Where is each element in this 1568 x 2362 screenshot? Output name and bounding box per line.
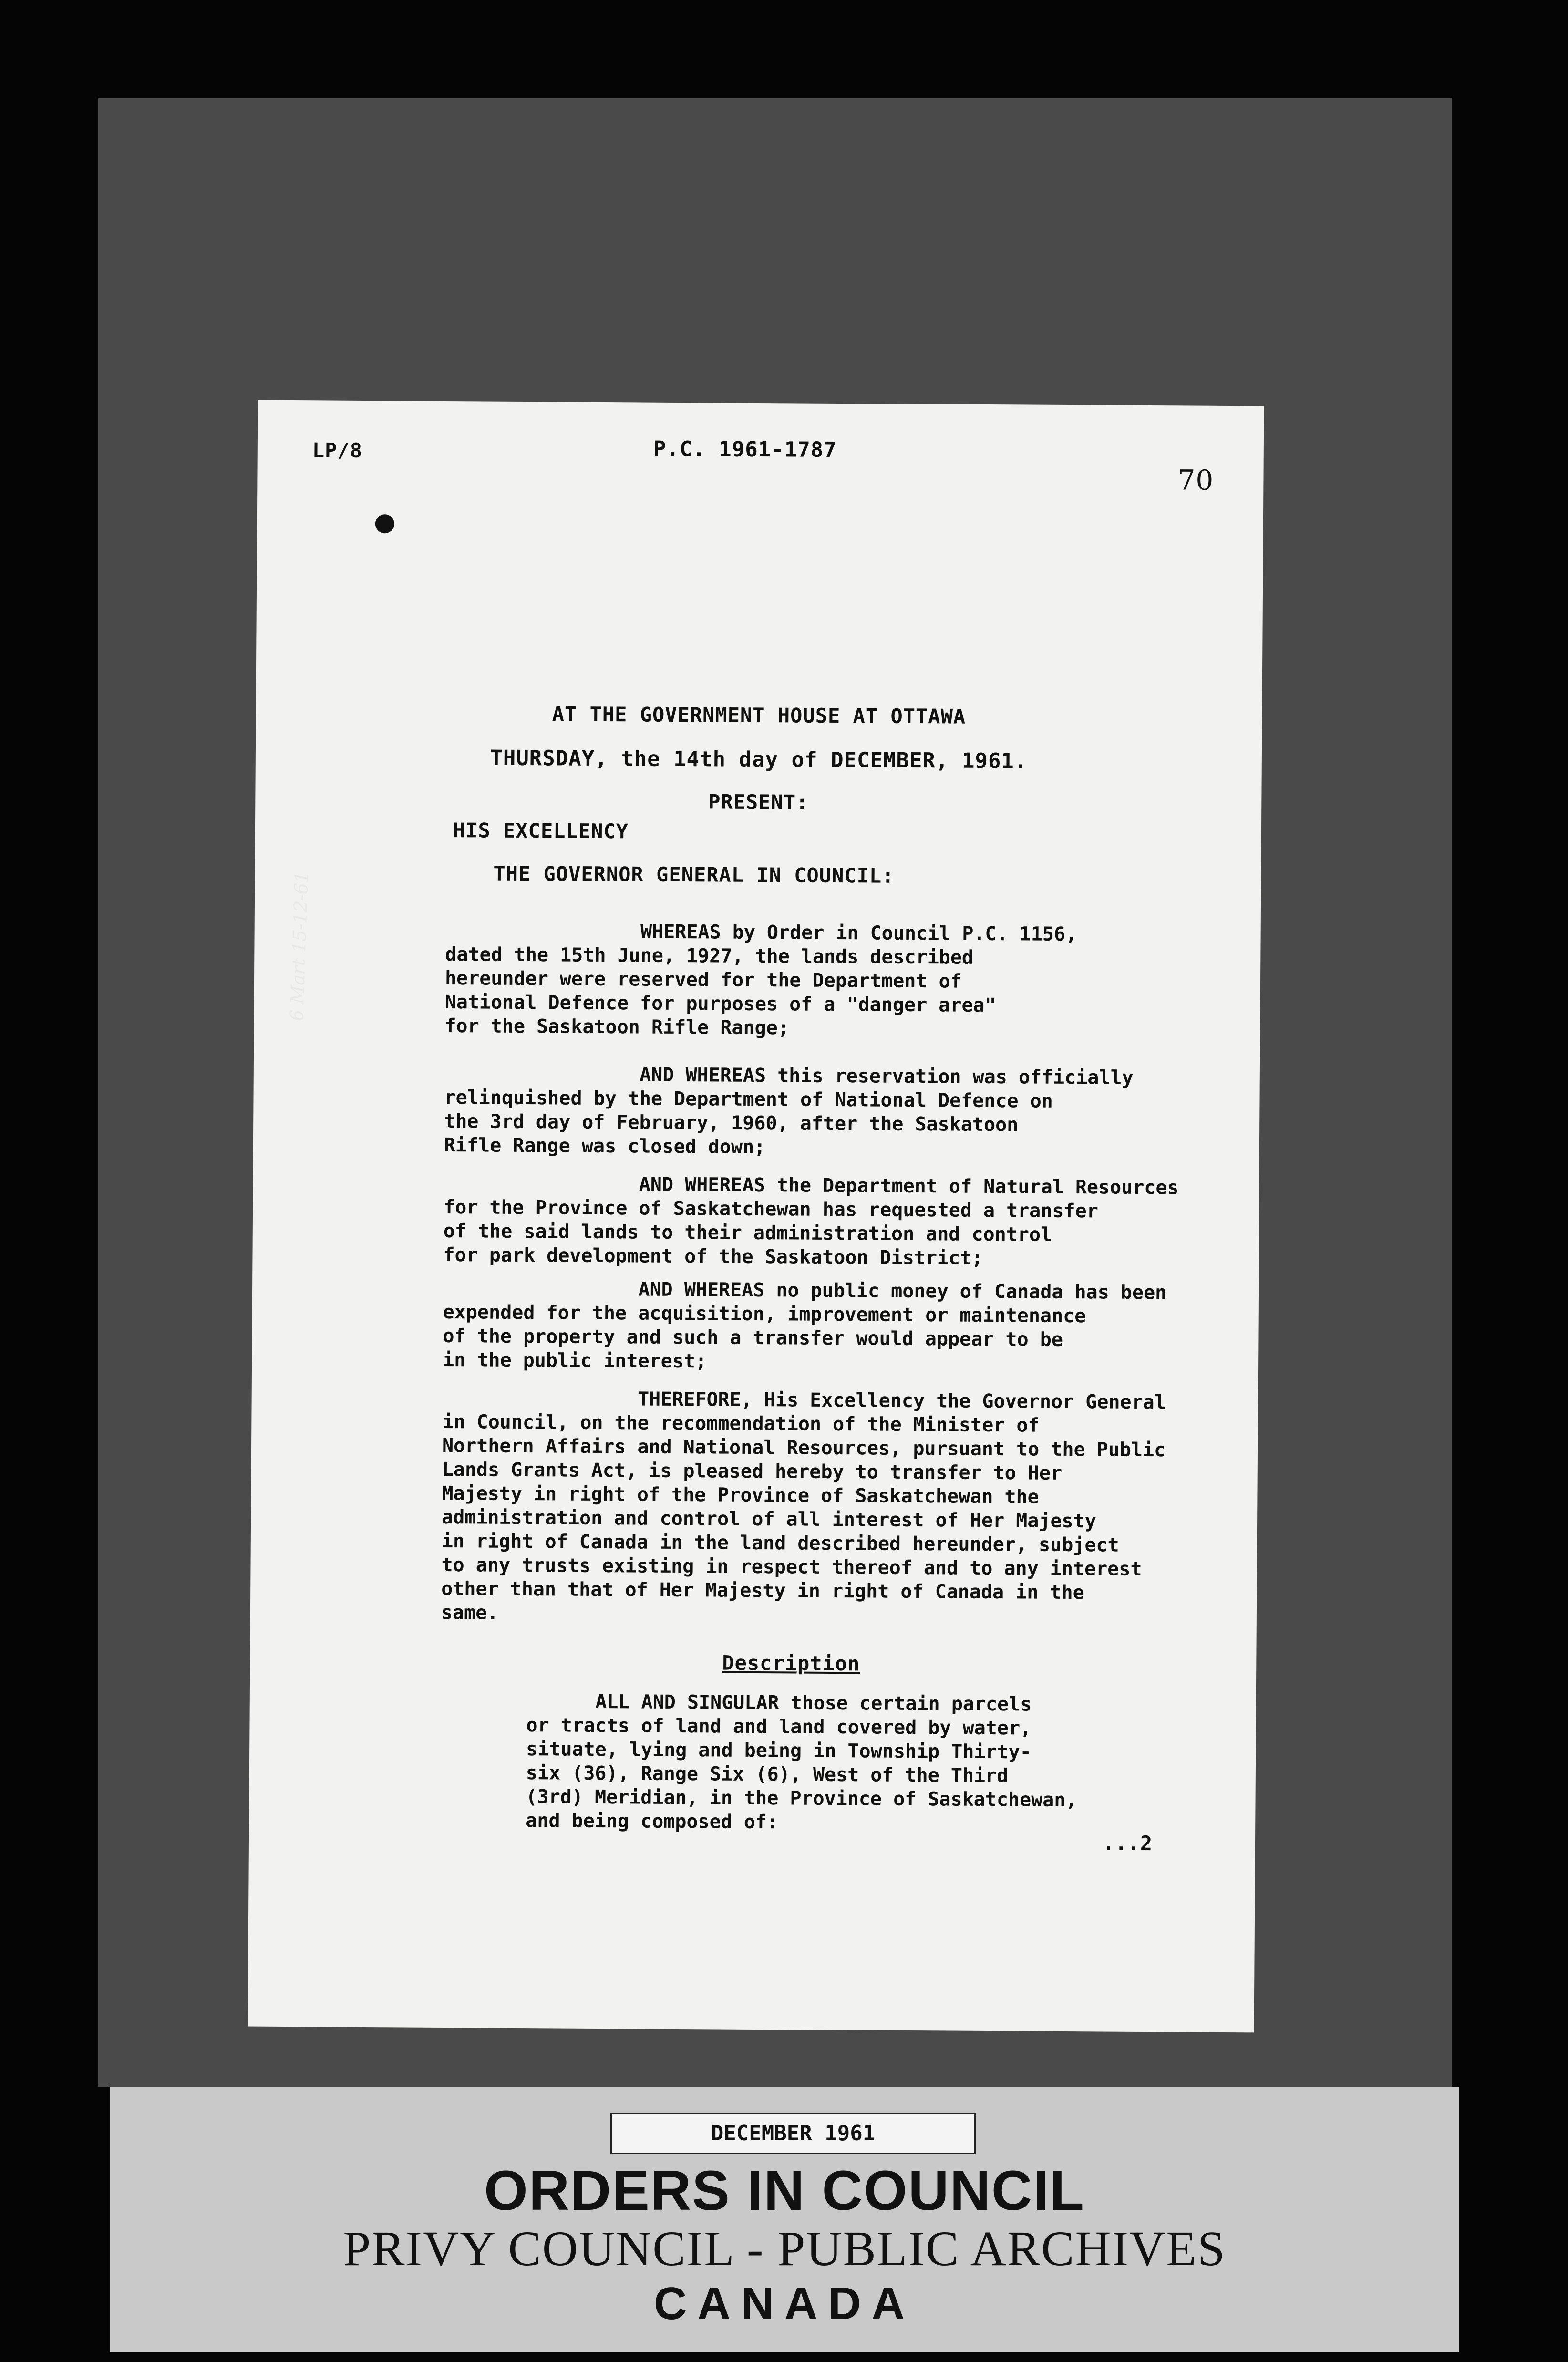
handwritten-margin-note: 6 Mart 15-12-61 (286, 871, 312, 1022)
whereas-paragraph-3: AND WHEREAS the Department of Natural Resources for the Province of Saskatchewan has requested a transfer of the said lands to their administration and control for park development of the Saskatoon District; (443, 1172, 1179, 1269)
description-heading: Description (722, 1651, 860, 1676)
excellency-label: HIS EXCELLENCY (453, 818, 629, 843)
document-page (248, 400, 1264, 2033)
place-heading: AT THE GOVERNMENT HOUSE AT OTTAWA (552, 702, 966, 728)
archive-country: CANADA (654, 2278, 915, 2329)
punch-hole (375, 514, 394, 533)
continuation-marker: ...2 (1102, 1831, 1153, 1855)
therefore-paragraph: THEREFORE, His Excellency the Governor General in Council, on the recommendation of the Minister of Northern Affairs and National Resources, pursuant to the Public Lands Grants Act, is pleased hereby to transfer to Her Majesty in right of the Province of Saskatchewan the administration and control of all interest of Her Majesty in right of Canada in the land described hereunder, subject to any trusts existing in respect thereof and to any interest other than that of Her Majesty in right of Canada in the same. (441, 1387, 1166, 1624)
archive-subtitle: PRIVY COUNCIL - PUBLIC ARCHIVES (343, 2221, 1226, 2276)
whereas-paragraph-1: WHEREAS by Order in Council P.C. 1156, dated the 15th June, 1927, the lands described hereunder were reserved for the Department of National Defence for purposes of a "danger area" for the Saskatoon Rifle Range; (444, 920, 1077, 1039)
description-text: ALL AND SINGULAR those certain parcels or tracts of land and land covered by water, situate, lying and being in Township Thirty- six (36), Range Six (6), West of the Third (3rd) Meridian, in the Province of Saskatchewan, and being composed of: (526, 1690, 1077, 1834)
whereas-paragraph-2: AND WHEREAS this reservation was officially relinquished by the Department of National Defence on the 3rd day of February, 1960, after the Saskatoon Rifle Range was closed down; (444, 1063, 1134, 1159)
council-label: THE GOVERNOR GENERAL IN COUNCIL: (493, 861, 895, 888)
page-number: 70 (1177, 464, 1214, 497)
present-label: PRESENT: (708, 790, 809, 814)
file-reference: LP/8 (312, 438, 363, 462)
whereas-paragraph-4: AND WHEREAS no public money of Canada has been expended for the acquisition, improvement or maintenance of the property and such a transfer would appear to be in the public interest; (443, 1277, 1167, 1373)
date-label: DECEMBER 1961 (610, 2113, 976, 2154)
archive-title: ORDERS IN COUNCIL (484, 2159, 1085, 2222)
date-line: THURSDAY, the 14th day of DECEMBER, 1961. (490, 746, 1028, 774)
order-number: P.C. 1961-1787 (653, 436, 837, 463)
archive-label-strip (110, 2087, 1459, 2352)
